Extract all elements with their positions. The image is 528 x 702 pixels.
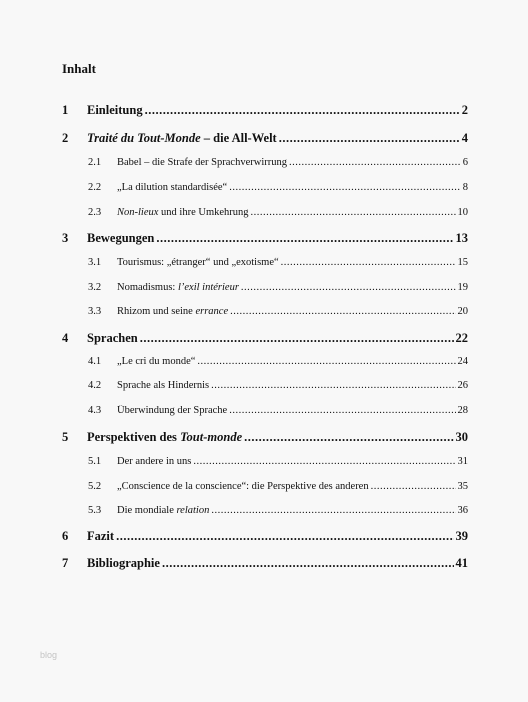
toc-leader <box>281 257 456 268</box>
toc-title: Fazit <box>87 529 115 543</box>
toc-entry-3-2[interactable] <box>88 282 468 293</box>
toc-title: „Conscience de la conscience“: die Perspektive des anderen <box>117 481 369 492</box>
toc-entry-2-3[interactable] <box>88 207 468 218</box>
toc-title: „Le cri du monde“ <box>117 356 196 367</box>
toc-page-number: 39 <box>455 529 468 543</box>
toc-page-number: 26 <box>457 380 468 391</box>
toc-number: 2.3 <box>88 207 102 218</box>
toc-leader <box>116 529 453 544</box>
toc-entry-5-1[interactable] <box>88 456 468 467</box>
toc-title: Sprache als Hindernis <box>117 380 210 391</box>
toc-page-number: 2 <box>461 103 468 117</box>
toc-number: 4.3 <box>88 405 102 416</box>
toc-page-number: 6 <box>462 157 468 168</box>
toc-entry-2-1[interactable] <box>88 157 468 168</box>
toc-heading: Inhalt <box>62 61 96 76</box>
toc-page-number: 31 <box>457 456 468 467</box>
toc-entry-4-3[interactable] <box>88 405 468 416</box>
toc-leader <box>244 430 453 445</box>
toc-number: 4.1 <box>88 356 102 367</box>
toc-number: 5 <box>62 430 69 444</box>
toc-leader <box>230 306 455 317</box>
toc-number: 4.2 <box>88 380 102 391</box>
toc-page-number: 10 <box>457 207 468 218</box>
toc-title: „La dilution standardisée“ <box>117 182 228 193</box>
toc-leader <box>211 380 455 391</box>
toc-leader <box>251 207 456 218</box>
toc-page-number: 28 <box>457 405 468 416</box>
toc-entry-3[interactable] <box>62 231 468 246</box>
toc-number: 3.1 <box>88 257 102 268</box>
toc-entry-2-2[interactable] <box>88 182 468 193</box>
toc-page-number: 41 <box>455 556 468 570</box>
toc-leader <box>162 556 454 571</box>
toc-number: 7 <box>62 556 69 570</box>
toc-title: Tourismus: „étranger“ und „exotisme“ <box>117 257 279 268</box>
toc-entry-4[interactable] <box>62 331 468 346</box>
toc-entry-2[interactable] <box>62 131 468 146</box>
watermark: blog <box>40 650 58 660</box>
toc-title: Der andere in uns <box>117 456 192 467</box>
toc-title: Überwindung der Sprache <box>117 405 228 416</box>
toc-number: 3.2 <box>88 282 102 293</box>
toc-page-number: 13 <box>455 231 468 245</box>
toc-page-number: 8 <box>462 182 468 193</box>
toc-title: Traité du Tout-Monde – die All-Welt <box>87 131 277 145</box>
toc-entry-4-2[interactable] <box>88 380 468 391</box>
toc-page-number: 20 <box>457 306 468 317</box>
toc-leader <box>229 182 461 193</box>
toc-leader <box>145 103 460 118</box>
toc-number: 3.3 <box>88 306 102 317</box>
toc-number: 5.1 <box>88 456 102 467</box>
toc-page-number: 22 <box>455 331 468 345</box>
toc-entry-6[interactable] <box>62 529 468 544</box>
toc-entry-5-3[interactable] <box>88 505 468 516</box>
toc-number: 2.1 <box>88 157 102 168</box>
toc-leader <box>211 505 455 516</box>
toc-page-number: 4 <box>461 131 468 145</box>
toc-title: Sprachen <box>87 331 138 345</box>
toc-leader <box>193 456 455 467</box>
toc-number: 4 <box>62 331 69 345</box>
toc-page-number: 19 <box>457 282 468 293</box>
toc-title: Babel – die Strafe der Sprachverwirrung <box>117 157 287 168</box>
toc-leader <box>279 131 460 146</box>
toc-number: 6 <box>62 529 69 543</box>
toc-page-number: 36 <box>457 505 468 516</box>
toc-entry-5[interactable] <box>62 430 468 445</box>
toc-entry-4-1[interactable] <box>88 356 468 367</box>
toc-entry-5-2[interactable] <box>88 481 468 492</box>
toc-number: 5.2 <box>88 481 102 492</box>
toc-leader <box>140 331 454 346</box>
toc-number: 5.3 <box>88 505 102 516</box>
toc-page-number: 35 <box>457 481 468 492</box>
toc-number: 1 <box>62 103 69 117</box>
toc-title: Die mondiale relation <box>117 505 210 516</box>
toc-page-number: 15 <box>457 257 468 268</box>
toc-entry-3-3[interactable] <box>88 306 468 317</box>
toc-leader <box>241 282 456 293</box>
toc-leader <box>197 356 455 367</box>
toc-page-number: 24 <box>457 356 468 367</box>
toc-title: Bewegungen <box>87 231 155 245</box>
toc-leader <box>371 481 456 492</box>
toc-leader <box>229 405 455 416</box>
toc-entry-7[interactable] <box>62 556 468 571</box>
toc-title: Bibliographie <box>87 556 160 570</box>
toc-number: 3 <box>62 231 69 245</box>
toc-leader <box>156 231 453 246</box>
toc-title: Nomadismus: l’exil intérieur <box>117 282 239 293</box>
toc-entry-1[interactable] <box>62 103 468 118</box>
toc-entry-3-1[interactable] <box>88 257 468 268</box>
toc-leader <box>289 157 461 168</box>
toc-title: Perspektiven des Tout-monde <box>87 430 243 444</box>
toc-number: 2 <box>62 131 69 145</box>
toc-page-number: 30 <box>455 430 468 444</box>
toc-number: 2.2 <box>88 182 102 193</box>
toc-title: Einleitung <box>87 103 143 117</box>
toc-title: Rhizom und seine errance <box>117 306 229 317</box>
toc-title: Non-lieux und ihre Umkehrung <box>117 207 249 218</box>
